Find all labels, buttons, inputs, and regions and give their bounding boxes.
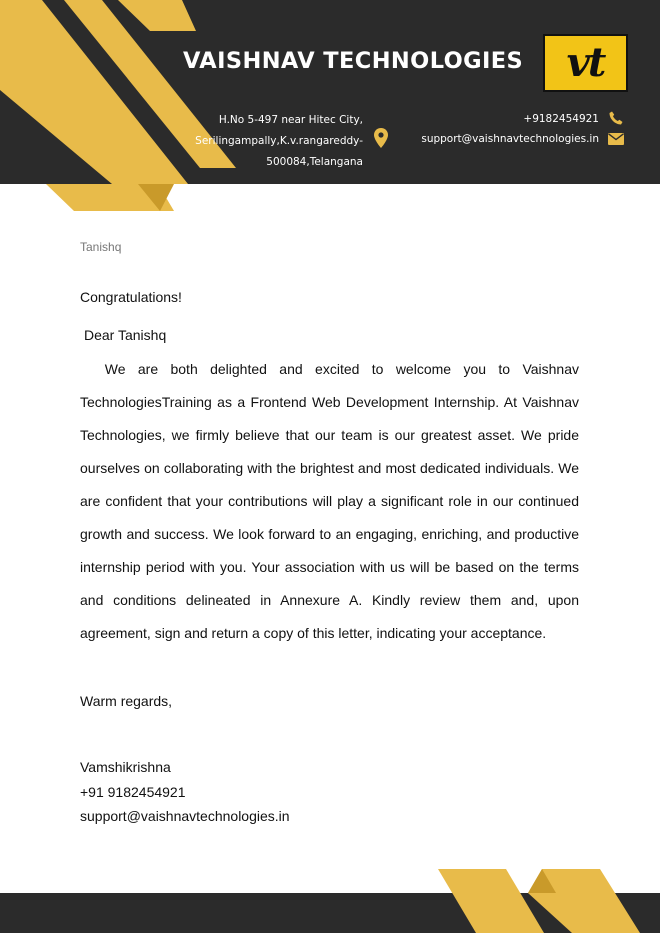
header-decoration-overflow <box>0 184 240 214</box>
address-line: H.No 5-497 near Hitec City, <box>218 114 363 126</box>
company-phone: +9182454921 <box>523 113 599 125</box>
footer-decoration <box>0 866 660 933</box>
signature-name: Vamshikrishna <box>80 759 171 775</box>
company-name: VAISHNAV TECHNOLOGIES <box>183 48 524 74</box>
address-line: Serilingampally,K.v.rangareddy- <box>195 135 363 147</box>
address-line: 500084,Telangana <box>266 156 363 168</box>
signature-email: support@vaishnavtechnologies.in <box>80 808 290 824</box>
location-pin-icon <box>374 128 388 148</box>
letterhead-header <box>0 0 660 184</box>
signature-phone: +91 9182454921 <box>80 784 186 800</box>
letter-body: We are both delighted and excited to welcome you to Vaishnav TechnologiesTraining as a Frontend Web Development Internship. At Vaishnav Technologies, we firmly believe that our team is our greatest asset. We pride ourselves on collaborating with the brightest and most dedicated individuals. We are confident that your contributions will play a significant role in our continued growth and success. We look forward to an engaging, enriching, and productive internship period with you. Your association with us will be based on the terms and conditions delineated in Annexure A. Kindly review them and, upon agreement, sign and return a copy of this letter, indicating your acceptance. <box>80 361 579 641</box>
company-email: support@vaishnavtechnologies.in <box>421 133 599 145</box>
greeting: Congratulations! <box>80 289 182 305</box>
closing: Warm regards, <box>80 693 173 709</box>
phone-icon <box>609 111 623 125</box>
salutation: Dear Tanishq <box>84 327 167 343</box>
mail-icon <box>608 133 624 145</box>
company-address <box>123 110 363 173</box>
logo-text: vt <box>566 39 605 86</box>
company-logo <box>543 34 628 92</box>
recipient-name: Tanishq <box>80 240 122 254</box>
